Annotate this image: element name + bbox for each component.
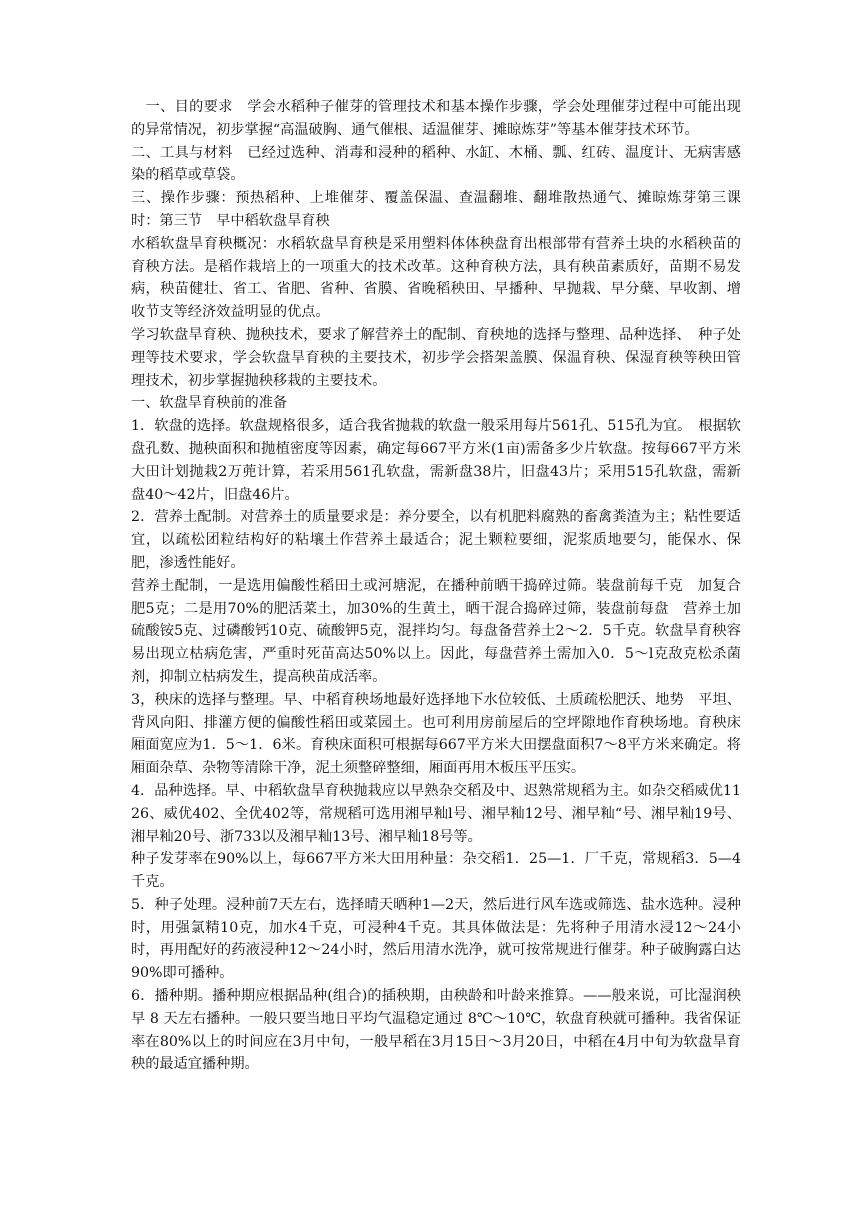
- paragraph-objectives: 一、目的要求 学会水稻种子催芽的管理技术和基本操作步骤，学会处理催芽过程中可能出现的异常情况，初步掌握“高温破胸、通气催根、适温催芽、摊晾炼芽”等基本催芽技术环节。: [131, 99, 741, 138]
- paragraph-steps-and-lesson-heading: 三、操作步骤：预热稻种、上堆催芽、覆盖保温、查温翻堆、翻堆散热通气、摊晾炼芽第三课时：第三节 早中稻软盘旱育秧: [131, 190, 741, 229]
- paragraph-nutrient-soil-preparation: 营养土配制，一是选用偏酸性稻田土或河塘泥，在播种前晒干捣碎过筛。装盘前每千克 加复合肥5克；二是用70%的肥活菜土，加30%的生黄土，晒干混合捣碎过筛，装盘前每盘 营养土加硫酸铵5克、过磷酸钙10克、硫酸钾5克，混拌均匀。每盘备营养土2～2．5千克。软盘旱育秧容易出现立枯病危害，严重时死苗高达50%以上。因此，每盘营养土需加入0．5～l克敌克松杀菌剂，抑制立枯病发生，提高秧苗成活率。: [131, 577, 741, 685]
- paragraph-germination-rate: 种子发芽率在90%以上，每667平方米大田用种量：杂交稻1．25—1．厂千克，常规稻3．5—4千克。: [131, 851, 741, 891]
- paragraph-nutrient-soil: 2．营养土配制。对营养土的质量要求是：养分要全，以有机肥料腐熟的畜禽粪渣为主；粘性要适宜，以疏松团粒结构好的粘壤土作营养土最适合；泥土颗粒要细，泥浆质地要匀，能保水、保肥，渗透性能好。: [131, 509, 741, 571]
- paragraph-seed-treatment: 5．种子处理。浸种前7天左右，选择晴天晒种1—2天，然后进行风车选或筛选、盐水选种。浸种时，用强氯精10克，加水4千克，可浸种4千克。其具体做法是：先将种子用清水浸12～24小时，再用配好的药液浸种12～24小时，然后用清水洗净，就可按常规进行催芽。种子破胸露白达90%即可播种。: [131, 896, 741, 982]
- paragraph-tray-selection: 1．软盘的选择。软盘规格很多，适合我省抛栽的软盘一般采用每片561孔、515孔为宜。 根据软盘孔数、抛秧面积和抛植密度等因素，确定每667平方米(1亩)需备多少片软盘。按每667平方米大田计划抛栽2万蔸计算，若采用561孔软盘，需新盘38片，旧盘43片；采用515孔软盘，需新盘40～42片，旧盘46片。: [131, 418, 741, 503]
- document-body: [131, 96, 741, 1076]
- paragraph-overview: 水稻软盘旱育秧概况：水稻软盘旱育秧是采用塑料体体秧盘育出根部带有营养土块的水稻秧苗的育秧方法。是稻作栽培上的一项重大的技术改革。这种育秧方法，具有秧苗素质好，苗期不易发病，秧苗健壮、省工、省肥、省种、省膜、省晚稻秧田、早播种、早抛栽、早分蘖、早收割、增收节支等经济效益明显的优点。: [131, 235, 741, 321]
- paragraph-learning-goals: 学习软盘旱育秧、抛秧技术，要求了解营养土的配制、育秧地的选择与整理、品种选择、 种子处理等技术要求，学会软盘旱育秧的主要技术，初步学会搭架盖膜、保温育秧、保湿育秧等秧田管理技术，初步掌握抛秧移栽的主要技术。: [131, 326, 741, 389]
- paragraph-seedbed-selection: 3，秧床的选择与整理。早、中稻育秧场地最好选择地下水位较低、土质疏松肥沃、地势 平坦、背风向阳、排灌方便的偏酸性稻田或菜园土。也可利用房前屋后的空坪隙地作育秧场地。育秧床厢面宽应为1．5～1．6米。育秧床面积可根据每667平方米大田摆盘面积7～8平方米来确定。将厢面杂草、杂物等清除干净，泥土须整碎整细，厢面再用木板压平压实。: [131, 691, 741, 777]
- paragraph-sowing-date: 6．播种期。播种期应根据品种(组合)的插秧期，由秧龄和叶龄来推算。——般来说，可比湿润秧早 8 天左右播种。一般只要当地日平均气温稳定通过 8℃～10℃，软盘育秧就可播种。我省保证率在80%以上的时间应在3月中旬，一般早稻在3月15日～3月20日，中稻在4月中旬为软盘旱育秧的最适宜播种期。: [131, 988, 741, 1073]
- paragraph-variety-selection: 4．品种选择。早、中稻软盘旱育秧抛栽应以早熟杂交稻及中、迟熟常规稻为主。如杂交稻威优1126、威优402、全优402等，常规稻可选用湘早籼l号、湘早籼12号、湘早籼“号、湘早籼19号、湘早籼20号、浙733以及湘早籼13号、湘早籼18号等。: [131, 782, 741, 845]
- paragraph-tools-materials: 二、工具与材料 已经过选种、消毒和浸种的稻种、水缸、木桶、瓢、红砖、温度计、无病害感染的稻草或草袋。: [131, 144, 741, 184]
- section-heading-preparation: 一、软盘旱育秧前的准备: [131, 395, 288, 412]
